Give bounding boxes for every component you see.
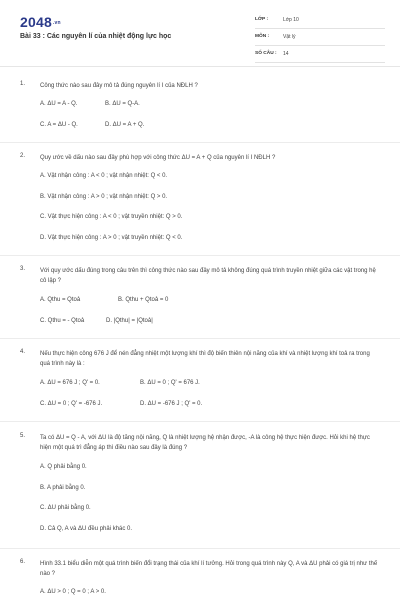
question-number: 5. bbox=[20, 433, 26, 439]
option-c[interactable]: C. Vật thực hiện công : A < 0 ; vật truyền nhiệt: Q > 0. bbox=[40, 214, 183, 220]
option-c[interactable]: C. ΔU = 0 ; Q' = -676 J. bbox=[40, 401, 103, 407]
option-c[interactable]: C. A = ΔU - Q. bbox=[40, 122, 78, 128]
meta-row-count bbox=[255, 49, 385, 63]
meta-row-class bbox=[255, 15, 385, 29]
question-divider bbox=[0, 338, 400, 339]
question-number: 1. bbox=[20, 81, 26, 87]
question-number: 3. bbox=[20, 266, 26, 272]
option-b[interactable]: B. ΔU = Q-A. bbox=[105, 101, 140, 107]
question-number: 4. bbox=[20, 349, 26, 355]
question-number: 6. bbox=[20, 559, 26, 565]
option-d[interactable]: D. Vật thực hiện công : A > 0 ; vật truyền nhiệt: Q < 0. bbox=[40, 235, 183, 241]
logo-text: 2048 bbox=[20, 14, 52, 30]
question-text: Công thức nào sau đây mô tả đúng nguyên lí I của NĐLH ? bbox=[40, 83, 198, 89]
option-b[interactable]: B. Vật nhận công : A > 0 ; vật nhận nhiệt: Q > 0. bbox=[40, 194, 168, 200]
meta-label: LỚP : bbox=[255, 17, 269, 22]
site-logo[interactable] bbox=[20, 14, 61, 30]
question-divider bbox=[0, 421, 400, 422]
question-text: Hình 33.1 biểu diễn một quá trình biến đổi trạng thái của khí lí tưởng. Hỏi trong quá trình này Q, A và ΔU phải có giá trị như thế nào ? bbox=[40, 561, 378, 577]
question-text: Nếu thực hiện công 676 J để nén đẳng nhiệt một lượng khí thì độ biến thiên nội năng của khí và nhiệt lượng khí toả ra trong quá trình này là : bbox=[40, 351, 370, 367]
option-a[interactable]: A. Vật nhận công : A < 0 ; vật nhận nhiệt: Q < 0. bbox=[40, 173, 168, 179]
option-d[interactable]: D. |Qthu| = |Qtoả| bbox=[106, 318, 153, 324]
question-text: Với quy ước dấu đúng trong câu trên thì công thức nào sau đây mô tả không đúng quá trình truyền nhiệt giữa các vật trong hệ cô lập ? bbox=[40, 268, 376, 284]
meta-value: Vật lý bbox=[283, 34, 296, 40]
meta-value: Lớp 10 bbox=[283, 17, 299, 23]
question-number: 2. bbox=[20, 153, 26, 159]
meta-value: 14 bbox=[283, 51, 289, 57]
option-a[interactable]: A. Qthu = Qtoả bbox=[40, 297, 81, 303]
question-text: Ta có ΔU = Q - A, với ΔU là độ tăng nội năng, Q là nhiệt lượng hệ nhận được, -A là công hệ thực hiện được. Hỏi khi hệ thực hiện một quá trì đẳng áp thì điều nào sau đây là đúng ? bbox=[40, 435, 370, 451]
option-d[interactable]: D. ΔU = A + Q. bbox=[105, 122, 145, 128]
option-a[interactable]: A. Q phải bằng 0. bbox=[40, 464, 87, 470]
option-a[interactable]: A. ΔU = 676 J ; Q' = 0. bbox=[40, 380, 100, 386]
question-text: Quy ước về dấu nào sau đây phù hợp với công thức ΔU = A + Q của nguyên lí I NĐLH ? bbox=[40, 155, 276, 161]
option-b[interactable]: B. ΔU = 0 ; Q' = 676 J. bbox=[140, 380, 200, 386]
question-divider bbox=[0, 142, 400, 143]
meta-row-subject bbox=[255, 32, 385, 46]
option-c[interactable]: C. Qthu = - Qtoả bbox=[40, 318, 85, 324]
option-a[interactable]: A. ΔU = A - Q. bbox=[40, 101, 78, 107]
meta-label: SỐ CÂU : bbox=[255, 51, 277, 56]
option-b[interactable]: B. A phải bằng 0. bbox=[40, 485, 86, 491]
option-d[interactable]: D. Cả Q, A và ΔU đều phải khác 0. bbox=[40, 526, 133, 532]
header-divider bbox=[0, 66, 400, 67]
meta-box bbox=[255, 15, 385, 66]
option-d[interactable]: D. ΔU = -676 J ; Q' = 0. bbox=[140, 401, 203, 407]
meta-label: MÔN : bbox=[255, 34, 270, 39]
question-divider bbox=[0, 255, 400, 256]
header bbox=[0, 0, 400, 62]
question-divider bbox=[0, 548, 400, 549]
page-title: Bài 33 : Các nguyên lí của nhiệt động lực học bbox=[20, 33, 172, 40]
option-a[interactable]: A. ΔU > 0 ; Q = 0 ; A > 0. bbox=[40, 589, 106, 595]
option-b[interactable]: B. Qthu + Qtoả = 0 bbox=[118, 297, 169, 303]
logo-suffix: .vn bbox=[52, 20, 61, 27]
option-c[interactable]: C. ΔU phải bằng 0. bbox=[40, 505, 91, 511]
